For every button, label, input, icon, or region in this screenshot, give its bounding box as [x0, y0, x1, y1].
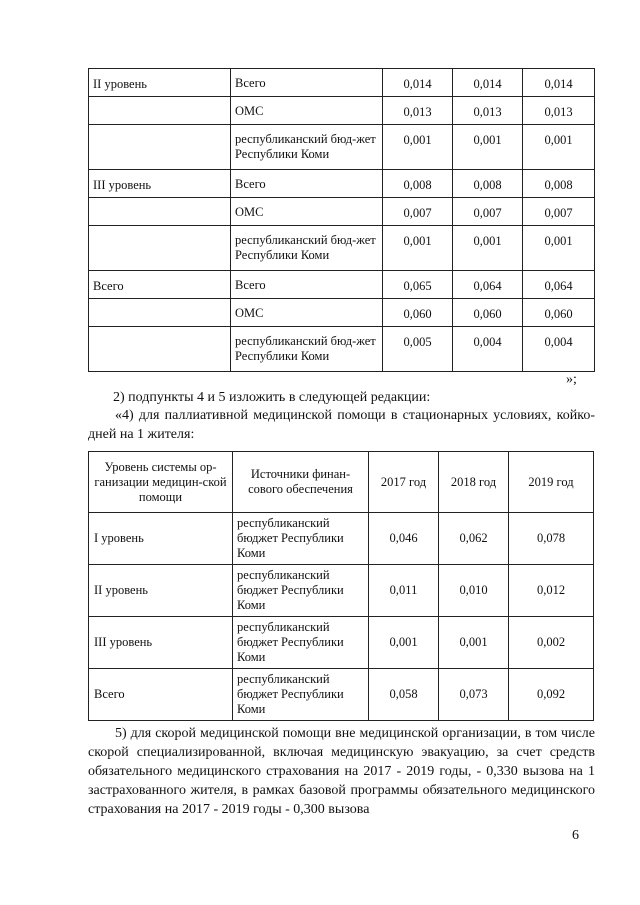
table-row	[89, 97, 595, 125]
source-cell: республиканский бюд-жет Республики Коми	[231, 226, 383, 271]
value-2019-cell: 0,008	[523, 170, 595, 198]
level-cell: II уровень	[89, 69, 231, 97]
table-row	[89, 69, 595, 97]
table-row	[89, 565, 594, 617]
value-2017-cell: 0,005	[383, 327, 453, 372]
value-2018-cell: 0,001	[453, 226, 523, 271]
level-cell: Всего	[89, 271, 231, 299]
value-2018-cell: 0,014	[453, 69, 523, 97]
header-source: Источники финан-сового обеспечения	[233, 452, 369, 513]
value-2018-cell: 0,064	[453, 271, 523, 299]
value-2019-cell: 0,001	[523, 226, 595, 271]
header-2019: 2019 год	[509, 452, 594, 513]
table-row	[89, 125, 595, 170]
value-2017-cell: 0,001	[383, 125, 453, 170]
source-cell: республиканский бюд-жет Республики Коми	[231, 125, 383, 170]
value-2017-cell: 0,058	[369, 669, 439, 721]
table-row	[89, 271, 595, 299]
value-2018-cell: 0,073	[439, 669, 509, 721]
table-row	[89, 669, 594, 721]
table-volume-continuation	[88, 68, 595, 372]
value-2017-cell: 0,060	[383, 299, 453, 327]
value-2017-cell: 0,013	[383, 97, 453, 125]
source-cell: республиканский бюд-жет Республики Коми	[231, 327, 383, 372]
table-row	[89, 299, 595, 327]
value-2017-cell: 0,001	[383, 226, 453, 271]
paragraph-item-5: 5) для скорой медицинской помощи вне медицинской организации, в том числе скорой специализированной, включая медицинскую эвакуацию, за счет средств обязательного медицинского страхования на 2017 - 2019 годы, - 0,330 вызова на 1 застрахованного жителя, в рамках базовой программы обязательного медицинского страхования на 2017 - 2019 годы - 0,300 вызова	[88, 726, 595, 817]
value-2017-cell: 0,011	[369, 565, 439, 617]
table-row	[89, 198, 595, 226]
level-cell: I уровень	[89, 513, 233, 565]
page-number: 6	[572, 828, 579, 843]
level-cell: II уровень	[89, 565, 233, 617]
header-2017: 2017 год	[369, 452, 439, 513]
level-cell: III уровень	[89, 617, 233, 669]
source-cell: Всего	[231, 69, 383, 97]
header-level: Уровень системы ор-ганизации медицин-ской помощи	[89, 452, 233, 513]
value-2017-cell: 0,008	[383, 170, 453, 198]
level-cell	[89, 299, 231, 327]
paragraph-subitems-intro: 2) подпункты 4 и 5 изложить в следующей редакции:	[113, 390, 431, 405]
closing-quote: »;	[566, 372, 577, 387]
level-cell	[89, 327, 231, 372]
value-2018-cell: 0,062	[439, 513, 509, 565]
table-row	[89, 170, 595, 198]
value-2019-cell: 0,014	[523, 69, 595, 97]
value-2019-cell: 0,064	[523, 271, 595, 299]
value-2018-cell: 0,007	[453, 198, 523, 226]
paragraph-item-4: «4) для паллиативной медицинской помощи в стационарных условиях, койко-дней на 1 жителя:	[88, 408, 595, 442]
value-2019-cell: 0,092	[509, 669, 594, 721]
value-2018-cell: 0,008	[453, 170, 523, 198]
value-2019-cell: 0,012	[509, 565, 594, 617]
value-2018-cell: 0,001	[453, 125, 523, 170]
source-cell: Всего	[231, 170, 383, 198]
table-row	[89, 226, 595, 271]
table-row	[89, 327, 595, 372]
source-cell: Всего	[231, 271, 383, 299]
value-2018-cell: 0,013	[453, 97, 523, 125]
source-cell: республиканский бюджет Республики Коми	[233, 617, 369, 669]
level-cell	[89, 198, 231, 226]
value-2018-cell: 0,010	[439, 565, 509, 617]
source-cell: республиканский бюджет Республики Коми	[233, 513, 369, 565]
value-2019-cell: 0,078	[509, 513, 594, 565]
source-cell: ОМС	[231, 299, 383, 327]
level-cell: Всего	[89, 669, 233, 721]
value-2018-cell: 0,060	[453, 299, 523, 327]
level-cell	[89, 97, 231, 125]
value-2019-cell: 0,060	[523, 299, 595, 327]
table-row	[89, 617, 594, 669]
source-cell: ОМС	[231, 97, 383, 125]
value-2019-cell: 0,004	[523, 327, 595, 372]
level-cell: III уровень	[89, 170, 231, 198]
value-2017-cell: 0,007	[383, 198, 453, 226]
value-2019-cell: 0,002	[509, 617, 594, 669]
table-header-row	[89, 452, 594, 513]
value-2019-cell: 0,001	[523, 125, 595, 170]
header-2018: 2018 год	[439, 452, 509, 513]
source-cell: республиканский бюджет Республики Коми	[233, 565, 369, 617]
value-2018-cell: 0,001	[439, 617, 509, 669]
value-2019-cell: 0,013	[523, 97, 595, 125]
value-2019-cell: 0,007	[523, 198, 595, 226]
value-2017-cell: 0,014	[383, 69, 453, 97]
source-cell: республиканский бюджет Республики Коми	[233, 669, 369, 721]
level-cell	[89, 226, 231, 271]
level-cell	[89, 125, 231, 170]
value-2017-cell: 0,065	[383, 271, 453, 299]
value-2018-cell: 0,004	[453, 327, 523, 372]
source-cell: ОМС	[231, 198, 383, 226]
value-2017-cell: 0,046	[369, 513, 439, 565]
table-row	[89, 513, 594, 565]
table-palliative-care	[88, 451, 594, 721]
value-2017-cell: 0,001	[369, 617, 439, 669]
